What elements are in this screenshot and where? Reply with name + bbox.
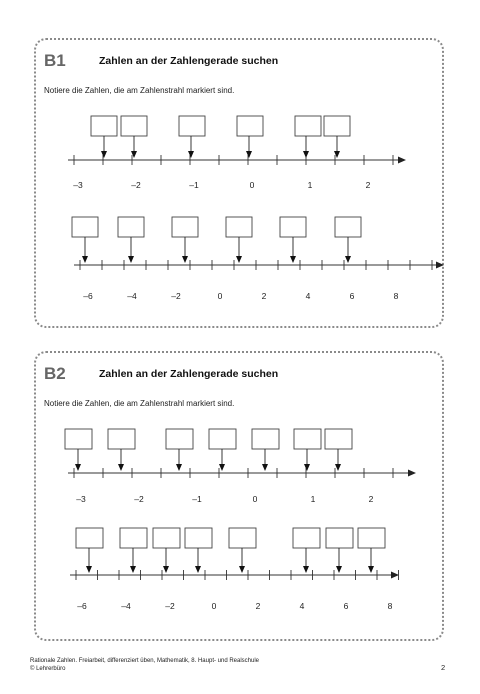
footer-copyright: © Lehrerbüro [30,666,66,672]
answer-box [226,217,252,237]
axis-tick-label: –4 [121,601,131,611]
axis-tick-label: –6 [83,291,93,301]
answer-box [252,429,279,449]
marker-arrow-icon [290,256,296,263]
marker-arrow-icon [176,464,182,471]
axis-tick-label: 0 [252,494,258,504]
answer-box [65,429,92,449]
answer-box [295,116,321,136]
axis-tick-label: 6 [343,601,349,611]
axis-tick-label: 2 [261,291,267,301]
axis-arrow-icon [408,470,416,477]
answer-box [108,429,135,449]
marker-arrow-icon [236,256,242,263]
answer-box [76,528,103,548]
answer-box [325,429,352,449]
axis-arrow-icon [391,572,399,579]
marker-arrow-icon [75,464,81,471]
answer-box [324,116,350,136]
axis-tick-label: 6 [349,291,355,301]
marker-arrow-icon [336,566,342,573]
answer-box [335,217,361,237]
answer-box [237,116,263,136]
answer-box [293,528,320,548]
axis-tick-label: –2 [171,291,181,301]
exercise-instruction: Notiere die Zahlen, die am Zahlenstrahl markiert sind. [44,399,235,408]
marker-arrow-icon [82,256,88,263]
axis-arrow-icon [436,262,444,269]
marker-arrow-icon [101,151,107,158]
marker-arrow-icon [368,566,374,573]
axis-tick-label: –2 [134,494,144,504]
axis-tick-label: –4 [127,291,137,301]
axis-tick-label: 4 [299,601,305,611]
marker-arrow-icon [130,566,136,573]
answer-box [229,528,256,548]
axis-tick-label: 2 [365,180,371,190]
exercise-instruction: Notiere die Zahlen, die am Zahlenstrahl markiert sind. [44,86,235,95]
exercise-title: Zahlen an der Zahlengerade suchen [99,368,279,380]
marker-arrow-icon [195,566,201,573]
number-line [70,528,399,611]
answer-box [72,217,98,237]
marker-arrow-icon [335,464,341,471]
marker-arrow-icon [239,566,245,573]
axis-tick-label: –6 [77,601,87,611]
axis-tick-label: 2 [255,601,261,611]
number-line [68,116,406,190]
axis-tick-label: –3 [76,494,86,504]
axis-tick-label: 1 [307,180,313,190]
marker-arrow-icon [188,151,194,158]
marker-arrow-icon [118,464,124,471]
answer-box [294,429,321,449]
axis-tick-label: 4 [305,291,311,301]
axis-tick-label: 0 [249,180,255,190]
marker-arrow-icon [246,151,252,158]
axis-tick-label: –1 [189,180,199,190]
axis-tick-label: –3 [73,180,83,190]
axis-tick-label: 0 [211,601,217,611]
answer-box [121,116,147,136]
answer-box [358,528,385,548]
answer-box [118,217,144,237]
exercise-code: B2 [44,364,66,383]
exercise-code: B1 [44,51,66,70]
answer-box [166,429,193,449]
number-line [72,217,444,301]
marker-arrow-icon [128,256,134,263]
number-line [65,429,416,504]
marker-arrow-icon [304,464,310,471]
axis-arrow-icon [398,157,406,164]
axis-tick-label: 8 [393,291,399,301]
axis-tick-label: –2 [165,601,175,611]
axis-tick-label: 1 [310,494,316,504]
footer [30,657,259,673]
marker-arrow-icon [86,566,92,573]
marker-arrow-icon [163,566,169,573]
answer-box [280,217,306,237]
page-number: 2 [441,663,446,672]
number-line-area [36,40,446,330]
answer-box [209,429,236,449]
answer-box [172,217,198,237]
axis-tick-label: 2 [368,494,374,504]
marker-arrow-icon [182,256,188,263]
answer-box [91,116,117,136]
marker-arrow-icon [303,566,309,573]
marker-arrow-icon [303,151,309,158]
number-line-area [36,353,446,643]
answer-box [326,528,353,548]
axis-tick-label: –2 [131,180,141,190]
answer-box [120,528,147,548]
answer-box [185,528,212,548]
exercise-card-b2 [34,351,444,641]
axis-tick-label: –1 [192,494,202,504]
marker-arrow-icon [345,256,351,263]
footer-source: Rationale Zahlen. Freiarbeit, differenziert üben, Mathematik, 8. Haupt- und Realschule [30,658,260,664]
axis-tick-label: 8 [387,601,393,611]
axis-tick-label: 0 [217,291,223,301]
answer-box [153,528,180,548]
exercise-card-b1 [34,38,444,328]
marker-arrow-icon [262,464,268,471]
exercise-title: Zahlen an der Zahlengerade suchen [99,55,279,67]
marker-arrow-icon [219,464,225,471]
answer-box [179,116,205,136]
